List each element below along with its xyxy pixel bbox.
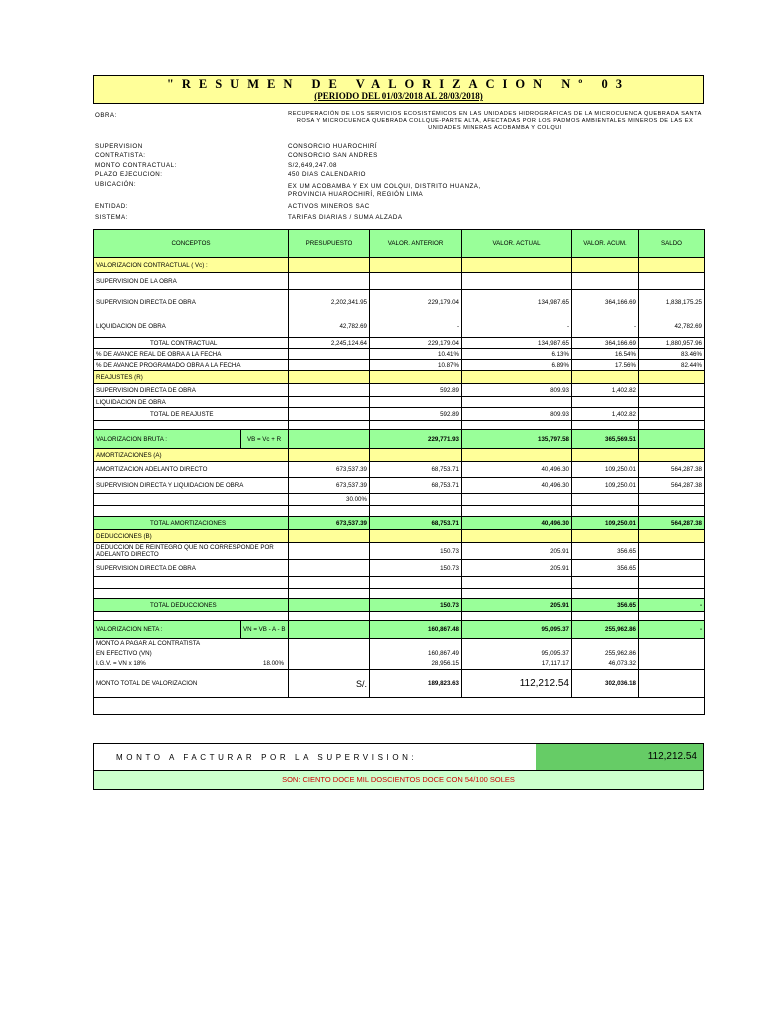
- row-label: EN EFECTIVO (VN): [94, 648, 289, 659]
- cell: 302,036.18: [572, 670, 639, 698]
- table-row: [94, 430, 705, 449]
- cell: 109,250.01: [572, 462, 639, 478]
- cell: 17.56%: [572, 360, 639, 371]
- supervision-value: CONSORCIO HUAROCHIRÍ: [288, 143, 378, 150]
- cell: -: [370, 316, 462, 338]
- row-label: DEDUCCIONES (B): [94, 530, 289, 543]
- table-row: [94, 599, 705, 612]
- supervision-label: SUPERVISION: [95, 143, 143, 150]
- table-row: [94, 543, 705, 560]
- table-row: [94, 621, 705, 639]
- cell: 68,753.71: [370, 462, 462, 478]
- row-label: [94, 621, 289, 639]
- son-text: SON: CIENTO DOCE MIL DOSCIENTOS DOCE CON 54/100 SOLES: [93, 771, 704, 790]
- cell: 109,250.01: [572, 517, 639, 530]
- header-row: [94, 230, 705, 258]
- cell: 95,095.37: [462, 648, 572, 659]
- cell: 356.65: [572, 560, 639, 577]
- cell: 229,179.04: [370, 290, 462, 316]
- val-bruta-label: VALORIZACION BRUTA :: [96, 435, 167, 443]
- table-row: [94, 371, 705, 384]
- cell: 68,753.71: [370, 517, 462, 530]
- row-label: % DE AVANCE PROGRAMADO OBRA A LA FECHA: [94, 360, 289, 371]
- row-label: SUPERVISION DIRECTA DE OBRA: [94, 290, 289, 316]
- spacer-row: [94, 577, 705, 589]
- cell: 1,880,957.96: [639, 338, 705, 349]
- cell: -: [462, 316, 572, 338]
- page-title: "RESUMEN DE VALORIZACION Nº 03: [166, 77, 631, 91]
- row-label: % DE AVANCE REAL DE OBRA A LA FECHA: [94, 349, 289, 360]
- entidad-value: ACTIVOS MINEROS SAC: [288, 203, 370, 210]
- row-label: TOTAL AMORTIZACIONES: [94, 517, 289, 530]
- spacer-row: [94, 698, 705, 715]
- table-row: [94, 560, 705, 577]
- cell: 68,753.71: [370, 478, 462, 494]
- table-row: [94, 338, 705, 349]
- monto-facturar-label: MONTO A FACTURAR POR LA SUPERVISION:: [116, 753, 418, 762]
- cell: 564,287.38: [639, 462, 705, 478]
- sistema-label: SISTEMA:: [95, 214, 128, 221]
- cell: 189,823.63: [370, 670, 462, 698]
- cell: 6.13%: [462, 349, 572, 360]
- cell: 364,166.69: [572, 338, 639, 349]
- header-valor-anterior: VALOR. ANTERIOR: [370, 230, 462, 258]
- cell: 40,496.30: [462, 462, 572, 478]
- cell: 135,797.58: [462, 430, 572, 449]
- header-conceptos: CONCEPTOS: [94, 230, 289, 258]
- cell: 17,117.17: [462, 659, 572, 670]
- cell: 673,537.39: [289, 462, 370, 478]
- cell: 30.00%: [289, 494, 370, 506]
- header-valor-acum: VALOR. ACUM.: [572, 230, 639, 258]
- monto-facturar-box: [93, 743, 704, 771]
- cell: 109,250.01: [572, 478, 639, 494]
- cell: 1,402.82: [572, 384, 639, 397]
- row-label: SUPERVISION DIRECTA DE OBRA: [94, 384, 289, 397]
- row-label: MONTO A PAGAR AL CONTRATISTA: [94, 639, 289, 648]
- table-row: [94, 449, 705, 462]
- row-label: [94, 659, 289, 670]
- cell: 564,287.38: [639, 517, 705, 530]
- cell: -: [572, 316, 639, 338]
- table-row: [94, 397, 705, 408]
- entidad-label: ENTIDAD:: [95, 203, 128, 210]
- cell: -: [639, 621, 705, 639]
- spacer-row: [94, 589, 705, 599]
- row-label: AMORTIZACIONES (A): [94, 449, 289, 462]
- cell: 356.65: [572, 599, 639, 612]
- cell: 809.93: [462, 384, 572, 397]
- row-label: REAJUSTES (R): [94, 371, 289, 384]
- cell: 83.46%: [639, 349, 705, 360]
- cell: 16.54%: [572, 349, 639, 360]
- monto-facturar-amount-box: [536, 744, 703, 770]
- cell: 150.73: [370, 599, 462, 612]
- period: (PERIODO DEL 01/03/2018 AL 28/03/2018): [314, 91, 483, 101]
- table-row: [94, 670, 705, 698]
- ubicacion-label: UBICACIÓN:: [95, 181, 137, 188]
- cell: 205.91: [462, 599, 572, 612]
- plazo-label: PLAZO EJECUCION:: [95, 171, 163, 178]
- cell: 255,962.86: [572, 621, 639, 639]
- cell: 205.91: [462, 560, 572, 577]
- cell: 112,212.54: [462, 670, 572, 698]
- cell: 150.73: [370, 560, 462, 577]
- cell: 1,838,175.25: [639, 290, 705, 316]
- row-label: DEDUCCION DE REINTEGRO QUE NO CORRESPONDE POR ADELANTO DIRECTO: [94, 543, 289, 560]
- sistema-value: TARIFAS DIARIAS / SUMA ALZADA: [288, 214, 403, 221]
- obra-value: RECUPERACIÓN DE LOS SERVICIOS ECOSISTÉMICOS EN LAS UNIDADES HIDROGRÁFICAS DE LA MICROCUENCA QUEBRADA SANTA ROSA Y MICROCUENCA QUEBRADA COLLQUE-PARTE ALTA, AFECTADAS POR LOS PADMOS AMBIENTALES MINEROS DE LAS EX UNIDADES MINERAS ACOBAMBA Y COLQUI: [288, 111, 702, 131]
- table-row: [94, 530, 705, 543]
- cell: 160,867.49: [370, 648, 462, 659]
- igv-label: I.G.V. = VN x 18%: [96, 660, 146, 668]
- row-label: AMORTIZACION ADELANTO DIRECTO: [94, 462, 289, 478]
- cell: 564,287.38: [639, 478, 705, 494]
- row-label: SUPERVISION DIRECTA Y LIQUIDACION DE OBRA: [94, 478, 289, 494]
- cell: 2,202,341.95: [289, 290, 370, 316]
- row-label: TOTAL DEDUCCIONES: [94, 599, 289, 612]
- monto-value: S/2,649,247.08: [288, 162, 337, 169]
- table-row: [94, 258, 705, 273]
- plazo-value: 450 DIAS CALENDARIO: [288, 171, 366, 178]
- cell: 673,537.39: [289, 478, 370, 494]
- table-row: [94, 659, 705, 670]
- spacer-row: [94, 612, 705, 621]
- contratista-label: CONTRATISTA:: [95, 152, 146, 159]
- row-label: LIQUIDACION DE OBRA: [94, 397, 289, 408]
- ubicacion-value: EX UM ACOBAMBA Y EX UM COLQUI, DISTRITO HUANZA, PROVINCIA HUAROCHIRÍ, REGIÓN LIMA: [288, 183, 481, 198]
- cell: 134,987.65: [462, 338, 572, 349]
- row-label: LIQUIDACION DE OBRA: [94, 316, 289, 338]
- val-neta-label: VALORIZACION NETA :: [96, 626, 163, 633]
- title-box: [93, 75, 704, 104]
- row-label: [94, 430, 289, 449]
- cell: 809.93: [462, 408, 572, 421]
- cell: 2,245,124.64: [289, 338, 370, 349]
- cell: 229,771.93: [370, 430, 462, 449]
- spacer-row: [94, 421, 705, 430]
- cell: 40,496.30: [462, 478, 572, 494]
- cell: 82.44%: [639, 360, 705, 371]
- contratista-value: CONSORCIO SAN ANDRES: [288, 152, 378, 159]
- row-label: SUPERVISION DE LA OBRA: [94, 273, 289, 290]
- row-label: TOTAL DE REAJUSTE: [94, 408, 289, 421]
- table-row: [94, 494, 705, 506]
- cell: 592.89: [370, 408, 462, 421]
- currency: S/.: [289, 670, 370, 698]
- cell: 255,962.86: [572, 648, 639, 659]
- row-label: VALORIZACION CONTRACTUAL ( Vc) :: [94, 258, 289, 273]
- cell: 1,402.82: [572, 408, 639, 421]
- cell: 205.91: [462, 543, 572, 560]
- cell: 134,987.65: [462, 290, 572, 316]
- monto-facturar-amount: 112,212.54: [647, 751, 697, 762]
- table-row: [94, 290, 705, 316]
- cell: 6.89%: [462, 360, 572, 371]
- cell: 150.73: [370, 543, 462, 560]
- table-row: [94, 360, 705, 371]
- table-row: [94, 384, 705, 397]
- cell: 46,073.32: [572, 659, 639, 670]
- header-saldo: SALDO: [639, 230, 705, 258]
- val-bruta-formula: VB = Vc + R: [240, 430, 281, 448]
- spacer-row: [94, 506, 705, 517]
- cell: 364,166.69: [572, 290, 639, 316]
- cell: 10.41%: [370, 349, 462, 360]
- cell: 160,867.48: [370, 621, 462, 639]
- valorizacion-table: [93, 229, 705, 715]
- table-row: [94, 408, 705, 421]
- header-presupuesto: PRESUPUESTO: [289, 230, 370, 258]
- table-row: [94, 517, 705, 530]
- cell: 42,782.69: [639, 316, 705, 338]
- table-row: [94, 639, 705, 648]
- cell: 42,782.69: [289, 316, 370, 338]
- row-label: MONTO TOTAL DE VALORIZACION: [94, 670, 289, 698]
- cell: 28,956.15: [370, 659, 462, 670]
- cell: 592.89: [370, 384, 462, 397]
- table-row: [94, 273, 705, 290]
- cell: 10.87%: [370, 360, 462, 371]
- table-row: [94, 349, 705, 360]
- cell: 365,569.51: [572, 430, 639, 449]
- row-label: SUPERVISION DIRECTA DE OBRA: [94, 560, 289, 577]
- val-neta-formula: VN = VB - A - B: [240, 621, 285, 638]
- monto-label: MONTO CONTRACTUAL:: [95, 162, 177, 169]
- table-row: [94, 648, 705, 659]
- cell: 95,095.37: [462, 621, 572, 639]
- cell: 40,496.30: [462, 517, 572, 530]
- cell: 229,179.04: [370, 338, 462, 349]
- cell: 673,537.39: [289, 517, 370, 530]
- table-row: [94, 478, 705, 494]
- igv-rate: 18.00%: [263, 660, 284, 668]
- row-label: TOTAL CONTRACTUAL: [94, 338, 289, 349]
- cell: 356.65: [572, 543, 639, 560]
- obra-label: OBRA:: [95, 112, 117, 119]
- header-valor-actual: VALOR. ACTUAL: [462, 230, 572, 258]
- table-row: [94, 462, 705, 478]
- table-row: [94, 316, 705, 338]
- cell: -: [639, 599, 705, 612]
